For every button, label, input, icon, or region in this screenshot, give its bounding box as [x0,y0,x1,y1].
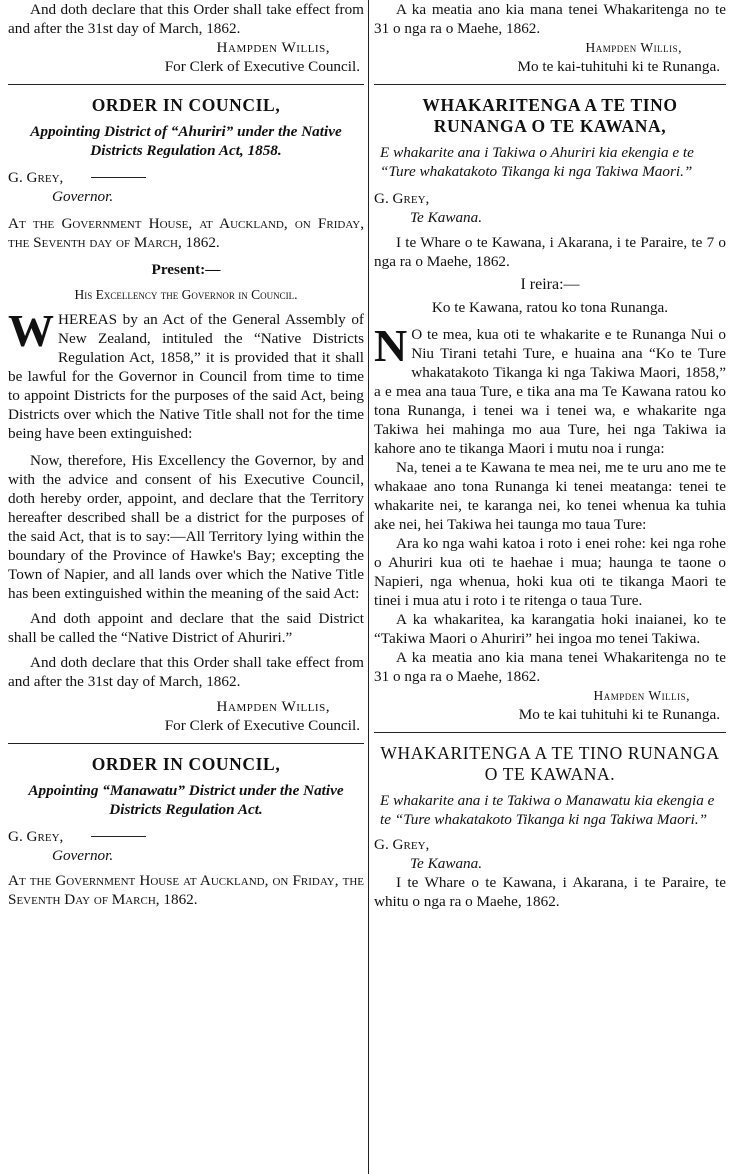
governor-signature [8,168,364,187]
whereas-paragraph [8,305,364,443]
present-heading: Present:— [151,261,221,278]
signature-title: For Clerk of Executive Council. [164,58,360,75]
english-column [8,0,364,909]
present-heading: I reira:— [520,276,580,293]
signature-name: Hampden Willis, [585,40,682,55]
governor-title: Te Kawana. [410,209,483,226]
order-in-council-manawatu [8,754,364,909]
column-divider [368,0,369,1174]
boundary-paragraph: Ara ko nga wahi katoa i roto i enei rohe: kei nga rohe o Ahuriri kua oti te haehae i mua; haunga te taone o Napieri, nga whenua, hoki kua oti te tikanga Maori te tinei i mua atu i roto i te ritenga o taua Ture. [374,535,726,609]
excellency-line: His Excellency the Governor in Council. [74,287,298,302]
governor-title: Governor. [52,188,114,205]
naming-paragraph: And doth appoint and declare that the said District shall be called the “Native District of Ahuriri.” [8,610,364,646]
order-paragraph: Now, therefore, His Excellency the Governor, by and with the advice and consent of his Executive Council, doth hereby order, appoint, and declare that the Territory hereafter described shall be a district for the purposes of the said Act, that is to say:—All Territory lying within the boundary of the Province of Hawke's Bay; excepting the Town of Napier, and all lands over which the Native Title has been extinguished within the meaning of the said Act: [8,452,364,602]
governor-name: G. Grey, [374,836,430,853]
drop-cap: N [374,320,408,371]
signature-name: Hampden Willis, [593,688,690,703]
maori-column [374,0,726,911]
governor-title: Governor. [52,847,114,864]
order-heading: ORDER IN COUNCIL, [91,754,281,774]
signature-name: Hampden Willis, [216,698,330,715]
order-paragraph: Na, tenei a te Kawana te mea nei, me te uru ano me te whakaae ano tona Runanga ki tenei meatanga: tenei te whakarite nei, te karanga nei, ko tenei whenua ka tuhia ake nei, hei Takiwa hei taunga mo taua Ture: [374,459,726,533]
whakaritenga-ahuriri [374,95,726,724]
naming-paragraph: A ka whakaritea, ka karangatia hoki inaianei, ko te “Takiwa Maori o Ahuriri” hei ingoa mo tenei Takiwa. [374,611,726,647]
order-subtitle: Appointing District of “Ahuriri” under the Native Districts Regulation Act, 1858. [30,123,342,159]
place-and-date: At the Government House, at Auckland, on Friday, the Seventh day of March, 1862. [8,215,364,251]
place-and-date: I te Whare o te Kawana, i Akarana, i te Paraire, te 7 o nga ra o Maehe, 1862. [374,234,726,270]
governor-name: G. Grey, [8,169,64,186]
governor-title: Te Kawana. [410,855,483,872]
signature-title: For Clerk of Executive Council. [164,717,360,734]
order-subtitle: E whakarite ana i Takiwa o Ahuriri kia ekengia e te “Ture whakatakoto Tikanga ki nga Takiwa Maori.” [380,144,694,180]
whereas-paragraph [374,320,726,458]
whereas-text: HEREAS by an Act of the General Assembly of New Zealand, intituled the “Native Districts Regulation Act, 1858,” it is provided that it shall be lawful for the Governor in Council from time to time to appoint Districts for the purposes of the said Act, being Districts over which the Native Title shall not for the time being have been extinguished: [8,311,364,442]
place-and-date: At the Government House at Auckland, on Friday, the Seventh Day of March, 1862. [8,872,364,908]
signature-title: Mo te kai tuhituhi ki te Runanga. [518,706,720,723]
signature-name: Hampden Willis, [216,39,330,56]
signature-dash [91,177,146,178]
order-heading: WHAKARITENGA A TE TINO RUNANGA O TE KAWANA. [380,743,720,784]
effect-paragraph: A ka meatia ano kia mana tenei Whakaritenga no te 31 o nga ra o Maehe, 1862. [374,649,726,685]
signature-dash [91,836,146,837]
order-in-council-ahuriri [8,95,364,735]
closing-paragraph: And doth declare that this Order shall take effect from and after the 31st day of March, 1862. [8,1,364,37]
signature-title: Mo te kai-tuhituhi ki te Runanga. [517,58,720,75]
whereas-text: O te mea, kua oti te whakarite e te Runanga Nui o Niu Tirani tetahi Ture, e huaina ana “Ko te Ture whakatakoto Tikanga ki nga Takiwa Maori, 1858,” a e mea ana taua Ture, e tika ana ma Te Kawana ratou ko tona Runanga, i tenei wa i tenei wa, e whakarite nga Takiwa hei mahinga mo aua Ture, hei nga Takiwa ia kahore ano te tikanga Maori i mutu noa i runga: [374,326,726,457]
drop-cap: W [8,305,54,356]
whakaritenga-manawatu [374,743,726,911]
place-and-date: I te Whare o te Kawana, i Akarana, i te Paraire, te whitu o nga ra o Maehe, 1862. [374,874,726,910]
governor-signature [8,827,364,846]
governor-name: G. Grey, [374,190,430,207]
excellency-line: Ko te Kawana, ratou ko tona Runanga. [431,299,669,316]
order-heading: ORDER IN COUNCIL, [91,95,281,115]
governor-name: G. Grey, [8,828,64,845]
order-subtitle: Appointing “Manawatu” District under the Native Districts Regulation Act. [28,782,344,818]
order-heading: WHAKARITENGA A TE TINO RUNANGA O TE KAWANA, [422,95,678,136]
closing-paragraph: A ka meatia ano kia mana tenei Whakaritenga no te 31 o nga ra o Maehe, 1862. [374,1,726,37]
order-subtitle: E whakarite ana i te Takiwa o Manawatu kia ekengia e te “Ture whakatakoto Tikanga ki nga Takiwa Maori.” [380,792,715,828]
effect-paragraph: And doth declare that this Order shall take effect from and after the 31st day of March, 1862. [8,654,364,690]
